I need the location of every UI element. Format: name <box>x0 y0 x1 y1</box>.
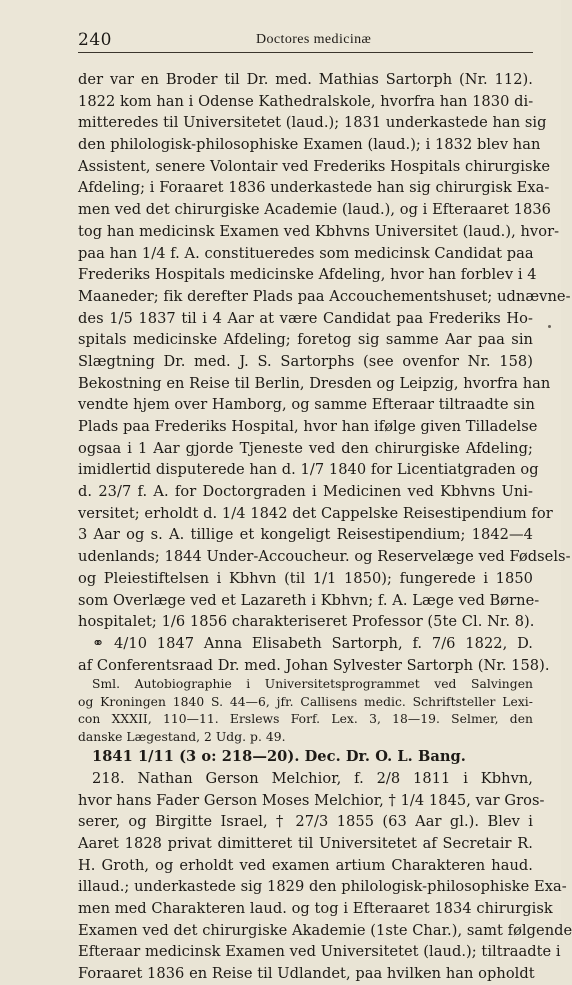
reference-line: Sml. Autobiographie i Universitetsprogrammet ved Salvingen <box>92 677 533 692</box>
text-line: som Overlæge ved et Lazareth i Kbhvn; f. A. Læge ved Børne- <box>78 591 540 609</box>
text-line: spitals medicinske Afdeling; foretog sig samme Aar paa sin <box>78 331 533 349</box>
text-line: af Conferentsraad Dr. med. Johan Sylvester Sartorph (Nr. 158). <box>78 656 550 674</box>
text-line: og Pleiestiftelsen i Kbhvn (til 1/1 1850); fungerede i 1850 <box>78 569 533 587</box>
text-line: Efteraar medicinsk Examen ved Universitetet (laud.); tiltraadte i <box>78 943 561 961</box>
reference-line: og Kroningen 1840 S. 44—6, jfr. Callisens medic. Schriftsteller Lexi- <box>78 694 533 709</box>
text-line: ogsaa i 1 Aar gjorde Tjeneste ved den chirurgiske Afdeling; <box>78 439 533 457</box>
text-line: serer, og Birgitte Israel, † 27/3 1855 (63 Aar gl.). Blev i <box>78 813 533 831</box>
text-line: der var en Broder til Dr. med. Mathias Sartorph (Nr. 112). <box>78 71 533 88</box>
text-line: d. 23/7 f. A. for Doctorgraden i Medicinen ved Kbhvns Uni- <box>78 483 533 501</box>
body-text <box>78 69 572 985</box>
running-title: Doctores medicinæ <box>256 32 372 47</box>
reference-line: danske Lægestand, 2 Udg. p. 49. <box>78 729 286 744</box>
text-line: udenlands; 1844 Under-Accoucheur. og Reservelæge ved Fødsels- <box>78 548 571 566</box>
text-line: Assistent, senere Volontair ved Frederiks Hospitals chirurgiske <box>78 157 551 175</box>
text-line: hospitalet; 1/6 1856 charakteriseret Professor (5te Cl. Nr. 8). <box>78 613 535 631</box>
text-line: 1822 kom han i Odense Kathedralskole, hvorfra han 1830 di- <box>78 92 534 110</box>
text-line: tog han medicinsk Examen ved Kbhvns Universitet (laud.), hvor- <box>78 222 560 240</box>
text-line: men ved det chirurgiske Academie (laud.), og i Efteraaret 1836 <box>78 201 552 219</box>
text-line: Bekostning en Reise til Berlin, Dresden og Leipzig, hvorfra han <box>78 374 551 392</box>
text-line: versitet; erholdt d. 1/4 1842 det Cappelske Reisestipendium for <box>78 504 553 522</box>
text-line: Examen ved det chirurgiske Akademie (1ste Char.), samt følgende <box>78 921 572 939</box>
reference-line: con XXXII, 110—11. Erslews Forf. Lex. 3, 18—19. Selmer, den <box>78 712 533 727</box>
text-line: Aaret 1828 privat dimitteret til Universitetet af Secretair R. <box>78 835 533 852</box>
text-line: 3 Aar og s. A. tillige et kongeligt Reisestipendium; 1842—4 <box>78 526 533 544</box>
text-line: mitteredes til Universitetet (laud.); 1831 underkastede han sig <box>78 114 547 132</box>
page-number: 240 <box>78 30 112 50</box>
text-line: vendte hjem over Hamborg, og samme Efteraar tiltraadte sin <box>78 396 535 414</box>
text-line: Plads paa Frederiks Hospital, hvor han ifølge given Tilladelse <box>78 418 538 435</box>
text-line: Maaneder; fik derefter Plads paa Accouchementshuset; udnævne- <box>78 287 571 305</box>
text-line: Afdeling; i Foraaret 1836 underkastede han sig chirurgisk Exa- <box>78 179 550 197</box>
margin-speck <box>548 325 551 328</box>
text-line: illaud.; underkastede sig 1829 den philologisk-philosophiske Exa- <box>78 878 567 896</box>
text-line: des 1/5 1837 til i 4 Aar at være Candidat paa Frederiks Ho- <box>78 309 533 327</box>
text-line: imidlertid disputerede han d. 1/7 1840 for Licentiatgraden og <box>78 461 539 479</box>
text-line: paa han 1/4 f. A. constitueredes som medicinsk Candidat paa <box>78 244 534 262</box>
entry-heading-line: 218. Nathan Gerson Melchior, f. 2/8 1811 i Kbhvn, <box>92 769 533 787</box>
text-line: Foraaret 1836 en Reise til Udlandet, paa hvilken han opholdt <box>78 965 535 983</box>
text-line: H. Groth, og erholdt ved examen artium Charakteren haud. <box>78 856 533 874</box>
marriage-line: ⚭ 4/10 1847 Anna Elisabeth Sartorph, f. 7/6 1822, D. <box>92 634 533 652</box>
text-line: men med Charakteren laud. og tog i Efteraaret 1834 chirurgisk <box>78 900 553 918</box>
text-line: Frederiks Hospitals medicinske Afdeling, hvor han forblev i 4 <box>78 266 537 284</box>
text-line: den philologisk-philosophiske Examen (laud.); i 1832 blev han <box>78 136 541 154</box>
page-header <box>78 30 533 53</box>
text-line: Slægtning Dr. med. J. S. Sartorphs (see ovenfor Nr. 158) <box>78 352 533 370</box>
promotion-heading: 1841 1/11 (3 o: 218—20). Dec. Dr. O. L. Bang. <box>92 748 466 766</box>
text-line: hvor hans Fader Gerson Moses Melchior, † 1/4 1845, var Gros- <box>78 791 545 809</box>
